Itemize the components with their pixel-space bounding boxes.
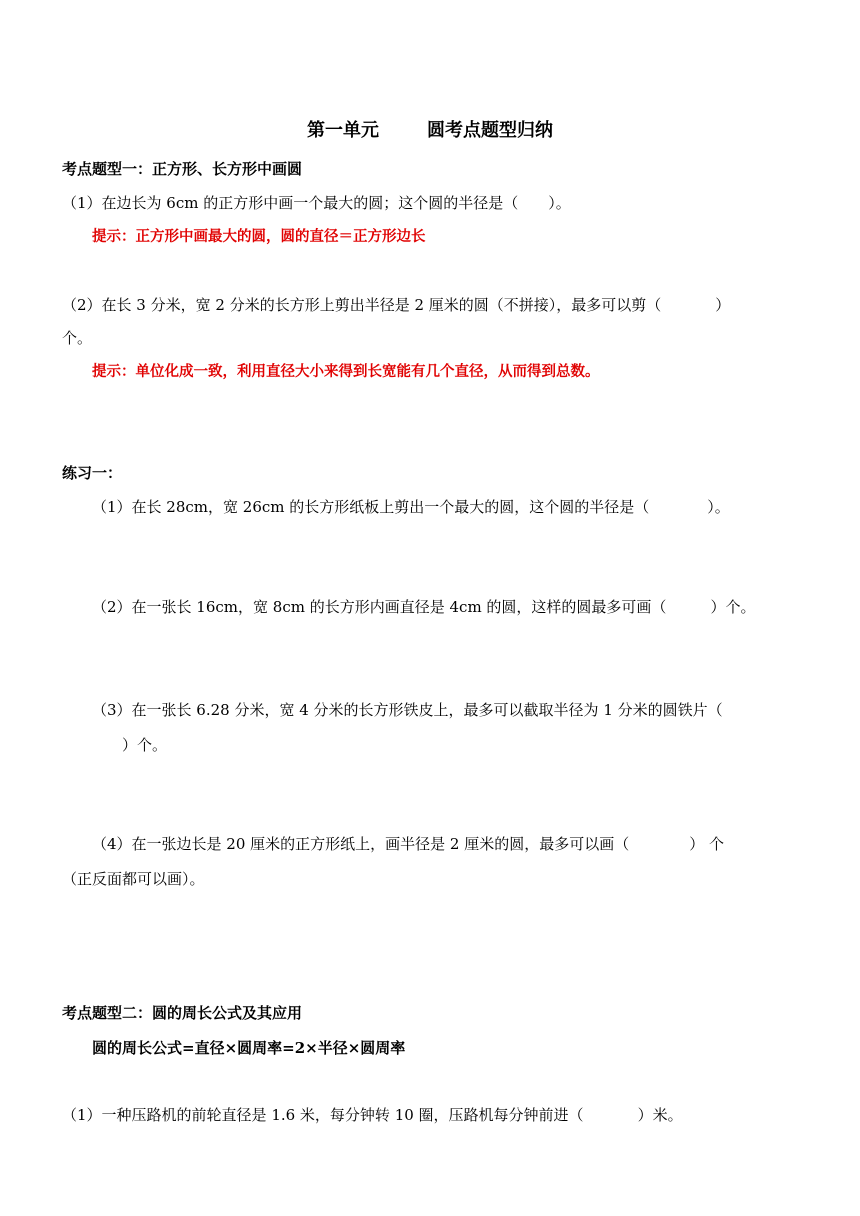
section1-question-2: （2）在长 3 分米，宽 2 分米的长方形上剪出半径是 2 厘米的圆（不拼接），最多可以剪（ ） <box>62 296 731 314</box>
section2-heading: 考点题型二：圆的周长公式及其应用 <box>62 1004 303 1022</box>
section1-question-2-line2: 个。 <box>62 329 93 347</box>
section1-question-1: （1）在边长为 6cm 的正方形中画一个最大的圆；这个圆的半径是（ ）。 <box>62 194 571 212</box>
section1-hint-2: 提示：单位化成一致，利用直径大小来得到长宽能有几个直径，从而得到总数。 <box>92 363 600 380</box>
practice1-question-3-line2: ）个。 <box>122 736 168 754</box>
title-topic: 圆考点题型归纳 <box>427 120 553 141</box>
page-title <box>0 120 860 143</box>
section1-heading: 考点题型一：正方形、长方形中画圆 <box>62 160 303 178</box>
practice1-heading: 练习一： <box>62 464 123 482</box>
practice1-question-4: （4）在一张边长是 20 厘米的正方形纸上，画半径是 2 厘米的圆，最多可以画（ ） 个 <box>92 835 725 853</box>
practice1-question-3: （3）在一张长 6.28 分米，宽 4 分米的长方形铁皮上，最多可以截取半径为 1 分米的圆铁片（ <box>92 701 723 719</box>
practice1-question-1: （1）在长 28cm，宽 26cm 的长方形纸板上剪出一个最大的圆，这个圆的半径是（ ）。 <box>92 498 730 516</box>
section1-hint-1: 提示：正方形中画最大的圆，圆的直径＝正方形边长 <box>92 228 426 245</box>
section2-question-1: （1）一种压路机的前轮直径是 1.6 米，每分钟转 10 圈，压路机每分钟前进（ ）米。 <box>62 1106 683 1124</box>
title-unit: 第一单元 <box>307 120 379 141</box>
practice1-question-4-line2: （正反面都可以画）。 <box>62 870 205 888</box>
practice1-question-2: （2）在一张长 16cm，宽 8cm 的长方形内画直径是 4cm 的圆，这样的圆最多可画（ ）个。 <box>92 598 756 616</box>
circumference-formula: 圆的周长公式=直径×圆周率=2×半径×圆周率 <box>92 1039 406 1057</box>
